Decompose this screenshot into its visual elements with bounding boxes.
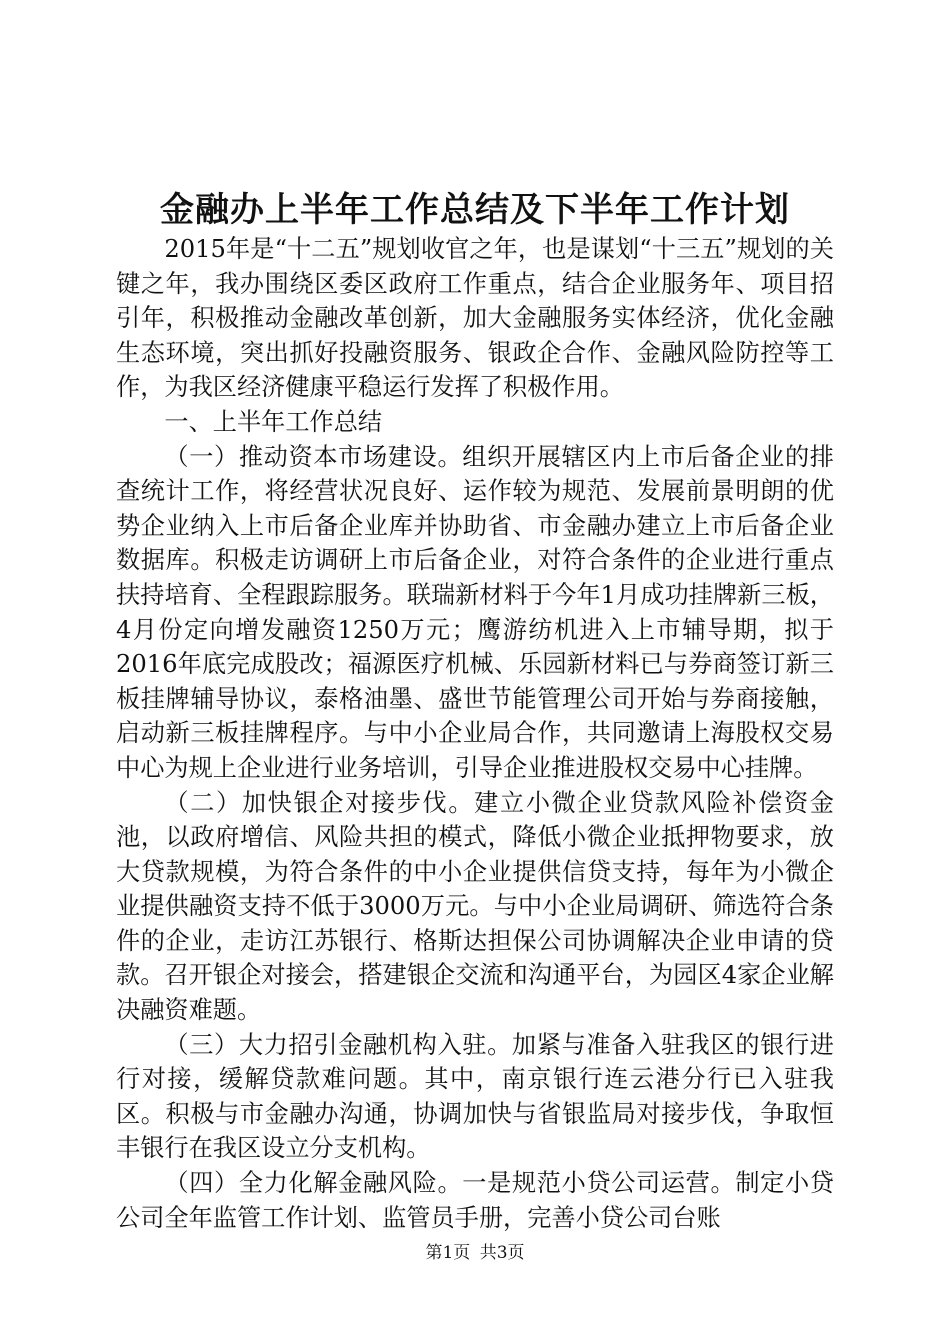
document-title: 金融办上半年工作总结及下半年工作计划	[160, 190, 790, 230]
paragraph-capital-market: （一）推动资本市场建设。组织开展辖区内上市后备企业的排查统计工作，将经营状况良好、运作较为规范、发展前景明朗的优势企业纳入上市后备企业库并协助省、市金融办建立上市后备企业数据库。积极走访调研上市后备企业，对符合条件的企业进行重点扶持培育、全程跟踪服务。联瑞新材料于今年1月成功挂牌新三板，4月份定向增发融资1250万元；鹰游纺机进入上市辅导期，拟于2016年底完成股改；福源医疗机械、乐园新材料已与券商签订新三板挂牌辅导协议，泰格油墨、盛世节能管理公司开始与券商接触，启动新三板挂牌程序。与中小企业局合作，共同邀请上海股权交易中心为规上企业进行业务培训，引导企业推进股权交易中心挂牌。	[116, 442, 834, 782]
page-number: 第1页	[425, 1243, 471, 1263]
section-heading: 一、上半年工作总结	[164, 407, 383, 436]
document-body	[116, 232, 834, 1235]
page-total: 共3页	[479, 1243, 525, 1263]
page-footer	[0, 1241, 950, 1265]
paragraph-financial-risk: （四）全力化解金融风险。一是规范小贷公司运营。制定小贷公司全年监管工作计划、监管员手册，完善小贷公司台账	[116, 1169, 834, 1232]
paragraph-bank-enterprise: （二）加快银企对接步伐。建立小微企业贷款风险补偿资金池，以政府增信、风险共担的模式，降低小微企业抵押物要求，放大贷款规模，为符合条件的中小企业提供信贷支持，每年为小微企业提供融资支持不低于3000万元。与中小企业局调研、筛选符合条件的企业，走访江苏银行、格斯达担保公司协调解决企业申请的贷款。召开银企对接会，搭建银企交流和沟通平台，为园区4家企业解决融资难题。	[116, 788, 834, 1025]
paragraph-financial-institutions: （三）大力招引金融机构入驻。加紧与准备入驻我区的银行进行对接，缓解贷款难问题。其中，南京银行连云港分行已入驻我区。积极与市金融办沟通，协调加快与省银监局对接步伐，争取恒丰银行在我区设立分支机构。	[116, 1030, 834, 1163]
paragraph-intro: 2015年是“十二五”规划收官之年，也是谋划“十三五”规划的关键之年，我办围绕区委区政府工作重点，结合企业服务年、项目招引年，积极推动金融改革创新，加大金融服务实体经济，优化金融生态环境，突出抓好投融资服务、银政企合作、金融风险防控等工作，为我区经济健康平稳运行发挥了积极作用。	[116, 235, 834, 402]
